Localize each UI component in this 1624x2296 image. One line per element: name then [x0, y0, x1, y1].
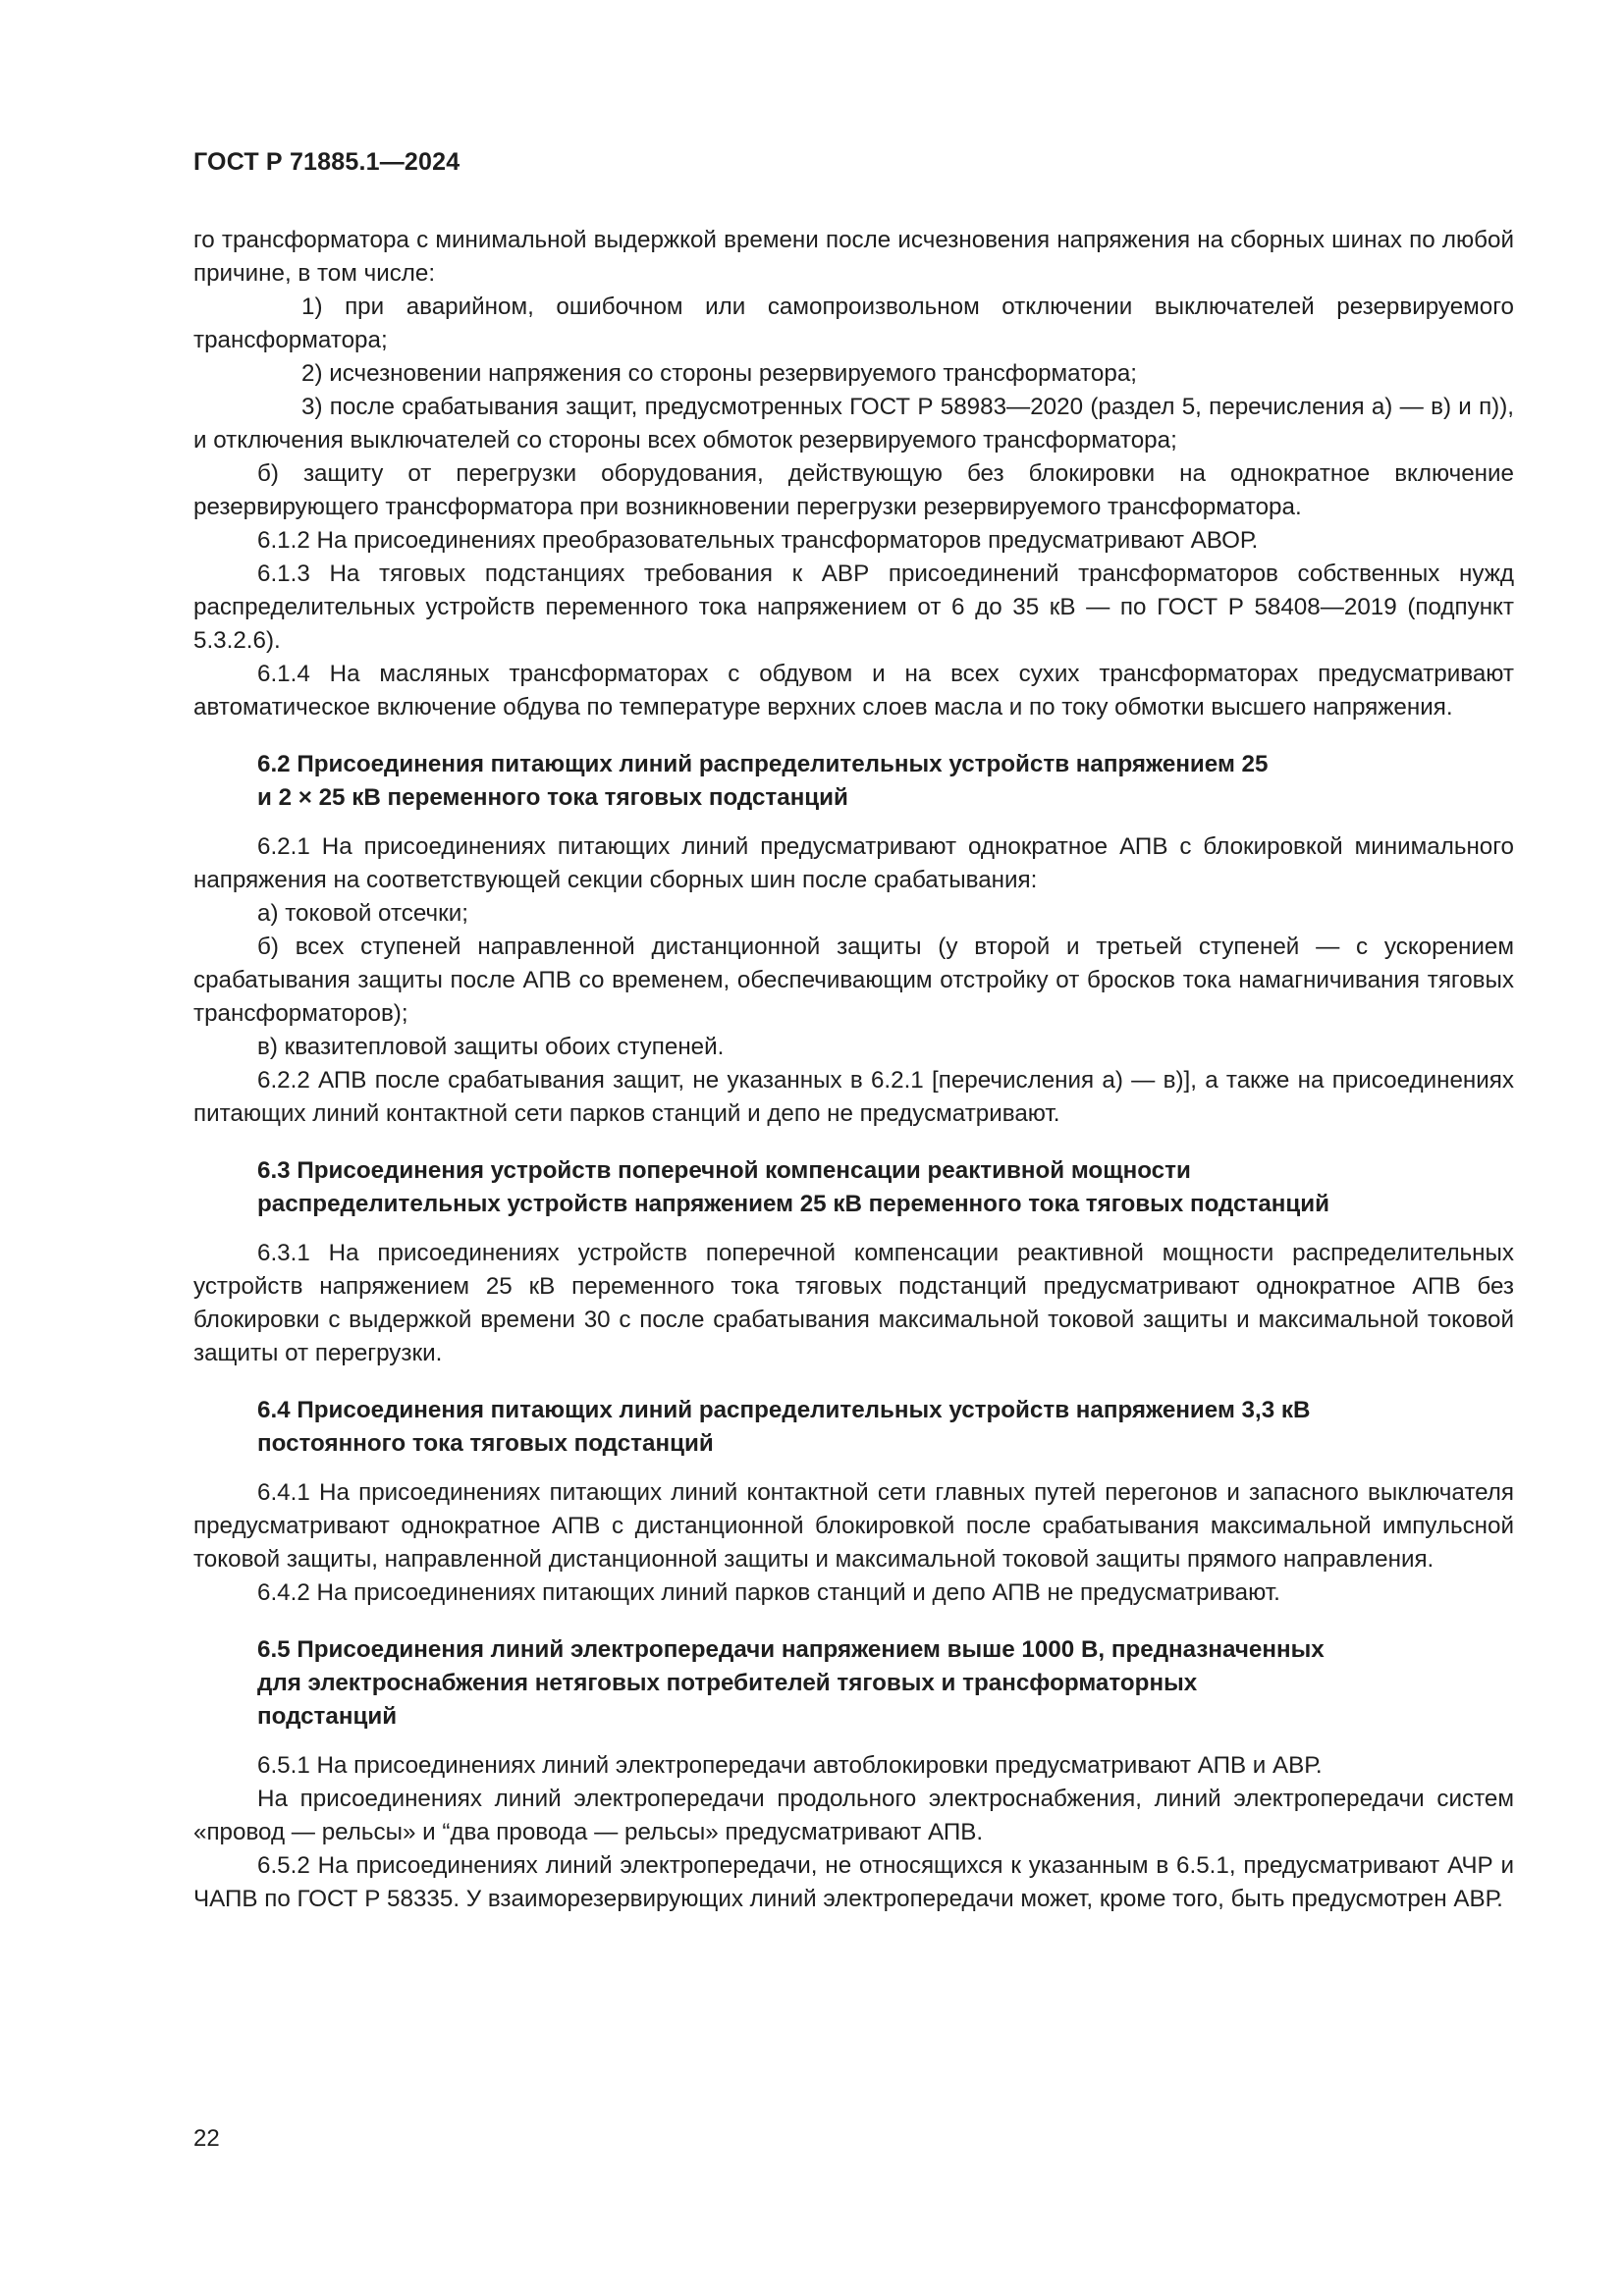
clause-6-2-2: 6.2.2 АПВ после срабатывания защит, не указанных в 6.2.1 [перечисления а) — в)], а также на присоединениях питающих линий контактной сети парков станций и депо не предусматривают.	[193, 1067, 1514, 1127]
heading-line: для электроснабжения нетяговых потребителей тяговых и трансформаторных	[257, 1670, 1198, 1696]
paragraph: го трансформатора с минимальной выдержкой времени после исчезновения напряжения на сборных шинах по любой причине, в том числе:	[193, 227, 1514, 287]
clause-6-5-2: 6.5.2 На присоединениях линий электропередачи, не относящихся к указанным в 6.5.1, предусматривают АЧР и ЧАПВ по ГОСТ Р 58335. У взаиморезервирующих линий электропередачи может, кроме того, быть предусмотрен АВР.	[193, 1852, 1514, 1912]
clause-6-1-4: 6.1.4 На масляных трансформаторах с обдувом и на всех сухих трансформаторах предусматривают автоматическое включение обдува по температуре верхних слоев масла и по току обмотки высшего напряжения.	[193, 661, 1514, 721]
clause-6-5-1: 6.5.1 На присоединениях линий электропередачи автоблокировки предусматривают АПВ и АВР.	[257, 1752, 1323, 1779]
paragraph: На присоединениях линий электропередачи продольного электроснабжения, линий электропередачи систем «провод — рельсы» и “два провода — рельсы» предусматривают АПВ.	[193, 1786, 1514, 1845]
clause-6-4-2: 6.4.2 На присоединениях питающих линий парков станций и депо АПВ не предусматривают.	[257, 1579, 1280, 1606]
section-heading-6-5	[257, 1633, 1514, 1734]
heading-line: распределительных устройств напряжением 25 кВ переменного тока тяговых подстанций	[257, 1191, 1330, 1217]
heading-line: 6.3 Присоединения устройств поперечной компенсации реактивной мощности	[257, 1157, 1191, 1184]
document-code-header: ГОСТ Р 71885.1—2024	[193, 148, 460, 176]
heading-line: постоянного тока тяговых подстанций	[257, 1430, 714, 1457]
list-item: 1) при аварийном, ошибочном или самопроизвольном отключении выключателей резервируемого трансформатора;	[193, 294, 1514, 353]
heading-line: подстанций	[257, 1703, 398, 1730]
clause-6-3-1: 6.3.1 На присоединениях устройств поперечной компенсации реактивной мощности распределительных устройств напряжением 25 кВ переменного тока тяговых подстанций предусматривают однократное АПВ без блокировки с выдержкой времени 30 с после срабатывания максимальной токовой защиты и максимальной токовой защиты от перегрузки.	[193, 1240, 1514, 1366]
list-item: б) защиту от перегрузки оборудования, действующую без блокировки на однократное включение резервирующего трансформатора при возникновении перегрузки резервируемого трансформатора.	[193, 460, 1514, 520]
list-item: а) токовой отсечки;	[257, 900, 468, 927]
section-heading-6-2	[257, 748, 1514, 815]
list-item: 2) исчезновении напряжения со стороны резервируемого трансформатора;	[301, 360, 1137, 387]
page-number: 22	[193, 2125, 220, 2152]
clause-6-1-3: 6.1.3 На тяговых подстанциях требования к АВР присоединений трансформаторов собственных нужд распределительных устройств переменного тока напряжением от 6 до 35 кВ — по ГОСТ Р 58408—2019 (подпункт 5.3.2.6).	[193, 561, 1514, 654]
heading-line: 6.2 Присоединения питающих линий распределительных устройств напряжением 25	[257, 751, 1269, 777]
heading-line: 6.5 Присоединения линий электропередачи напряжением выше 1000 В, предназначенных	[257, 1636, 1325, 1663]
clause-6-4-1: 6.4.1 На присоединениях питающих линий контактной сети главных путей перегонов и запасного выключателя предусматривают однократное АПВ с дистанционной блокировкой после срабатывания максимальной импульсной токовой защиты, направленной дистанционной защиты и максимальной токовой защиты прямого направления.	[193, 1479, 1514, 1573]
heading-line: и 2 × 25 кВ переменного тока тяговых подстанций	[257, 784, 848, 811]
document-body	[193, 224, 1514, 1916]
list-item: в) квазитепловой защиты обоих ступеней.	[257, 1034, 725, 1060]
heading-line: 6.4 Присоединения питающих линий распределительных устройств напряжением 3,3 кВ	[257, 1397, 1311, 1423]
list-item: б) всех ступеней направленной дистанционной защиты (у второй и третьей ступеней — с ускорением срабатывания защиты после АПВ со временем, обеспечивающим отстройку от бросков тока намагничивания тяговых трансформаторов);	[193, 934, 1514, 1027]
list-item: 3) после срабатывания защит, предусмотренных ГОСТ Р 58983—2020 (раздел 5, перечисления а) — в) и п)), и отключения выключателей со стороны всех обмоток резервируемого трансформатора;	[193, 394, 1514, 454]
section-heading-6-4	[257, 1394, 1514, 1461]
clause-6-2-1: 6.2.1 На присоединениях питающих линий предусматривают однократное АПВ с блокировкой минимального напряжения на соответствующей секции сборных шин после срабатывания:	[193, 833, 1514, 893]
clause-6-1-2: 6.1.2 На присоединениях преобразовательных трансформаторов предусматривают АВОР.	[257, 527, 1259, 554]
section-heading-6-3	[257, 1154, 1514, 1221]
